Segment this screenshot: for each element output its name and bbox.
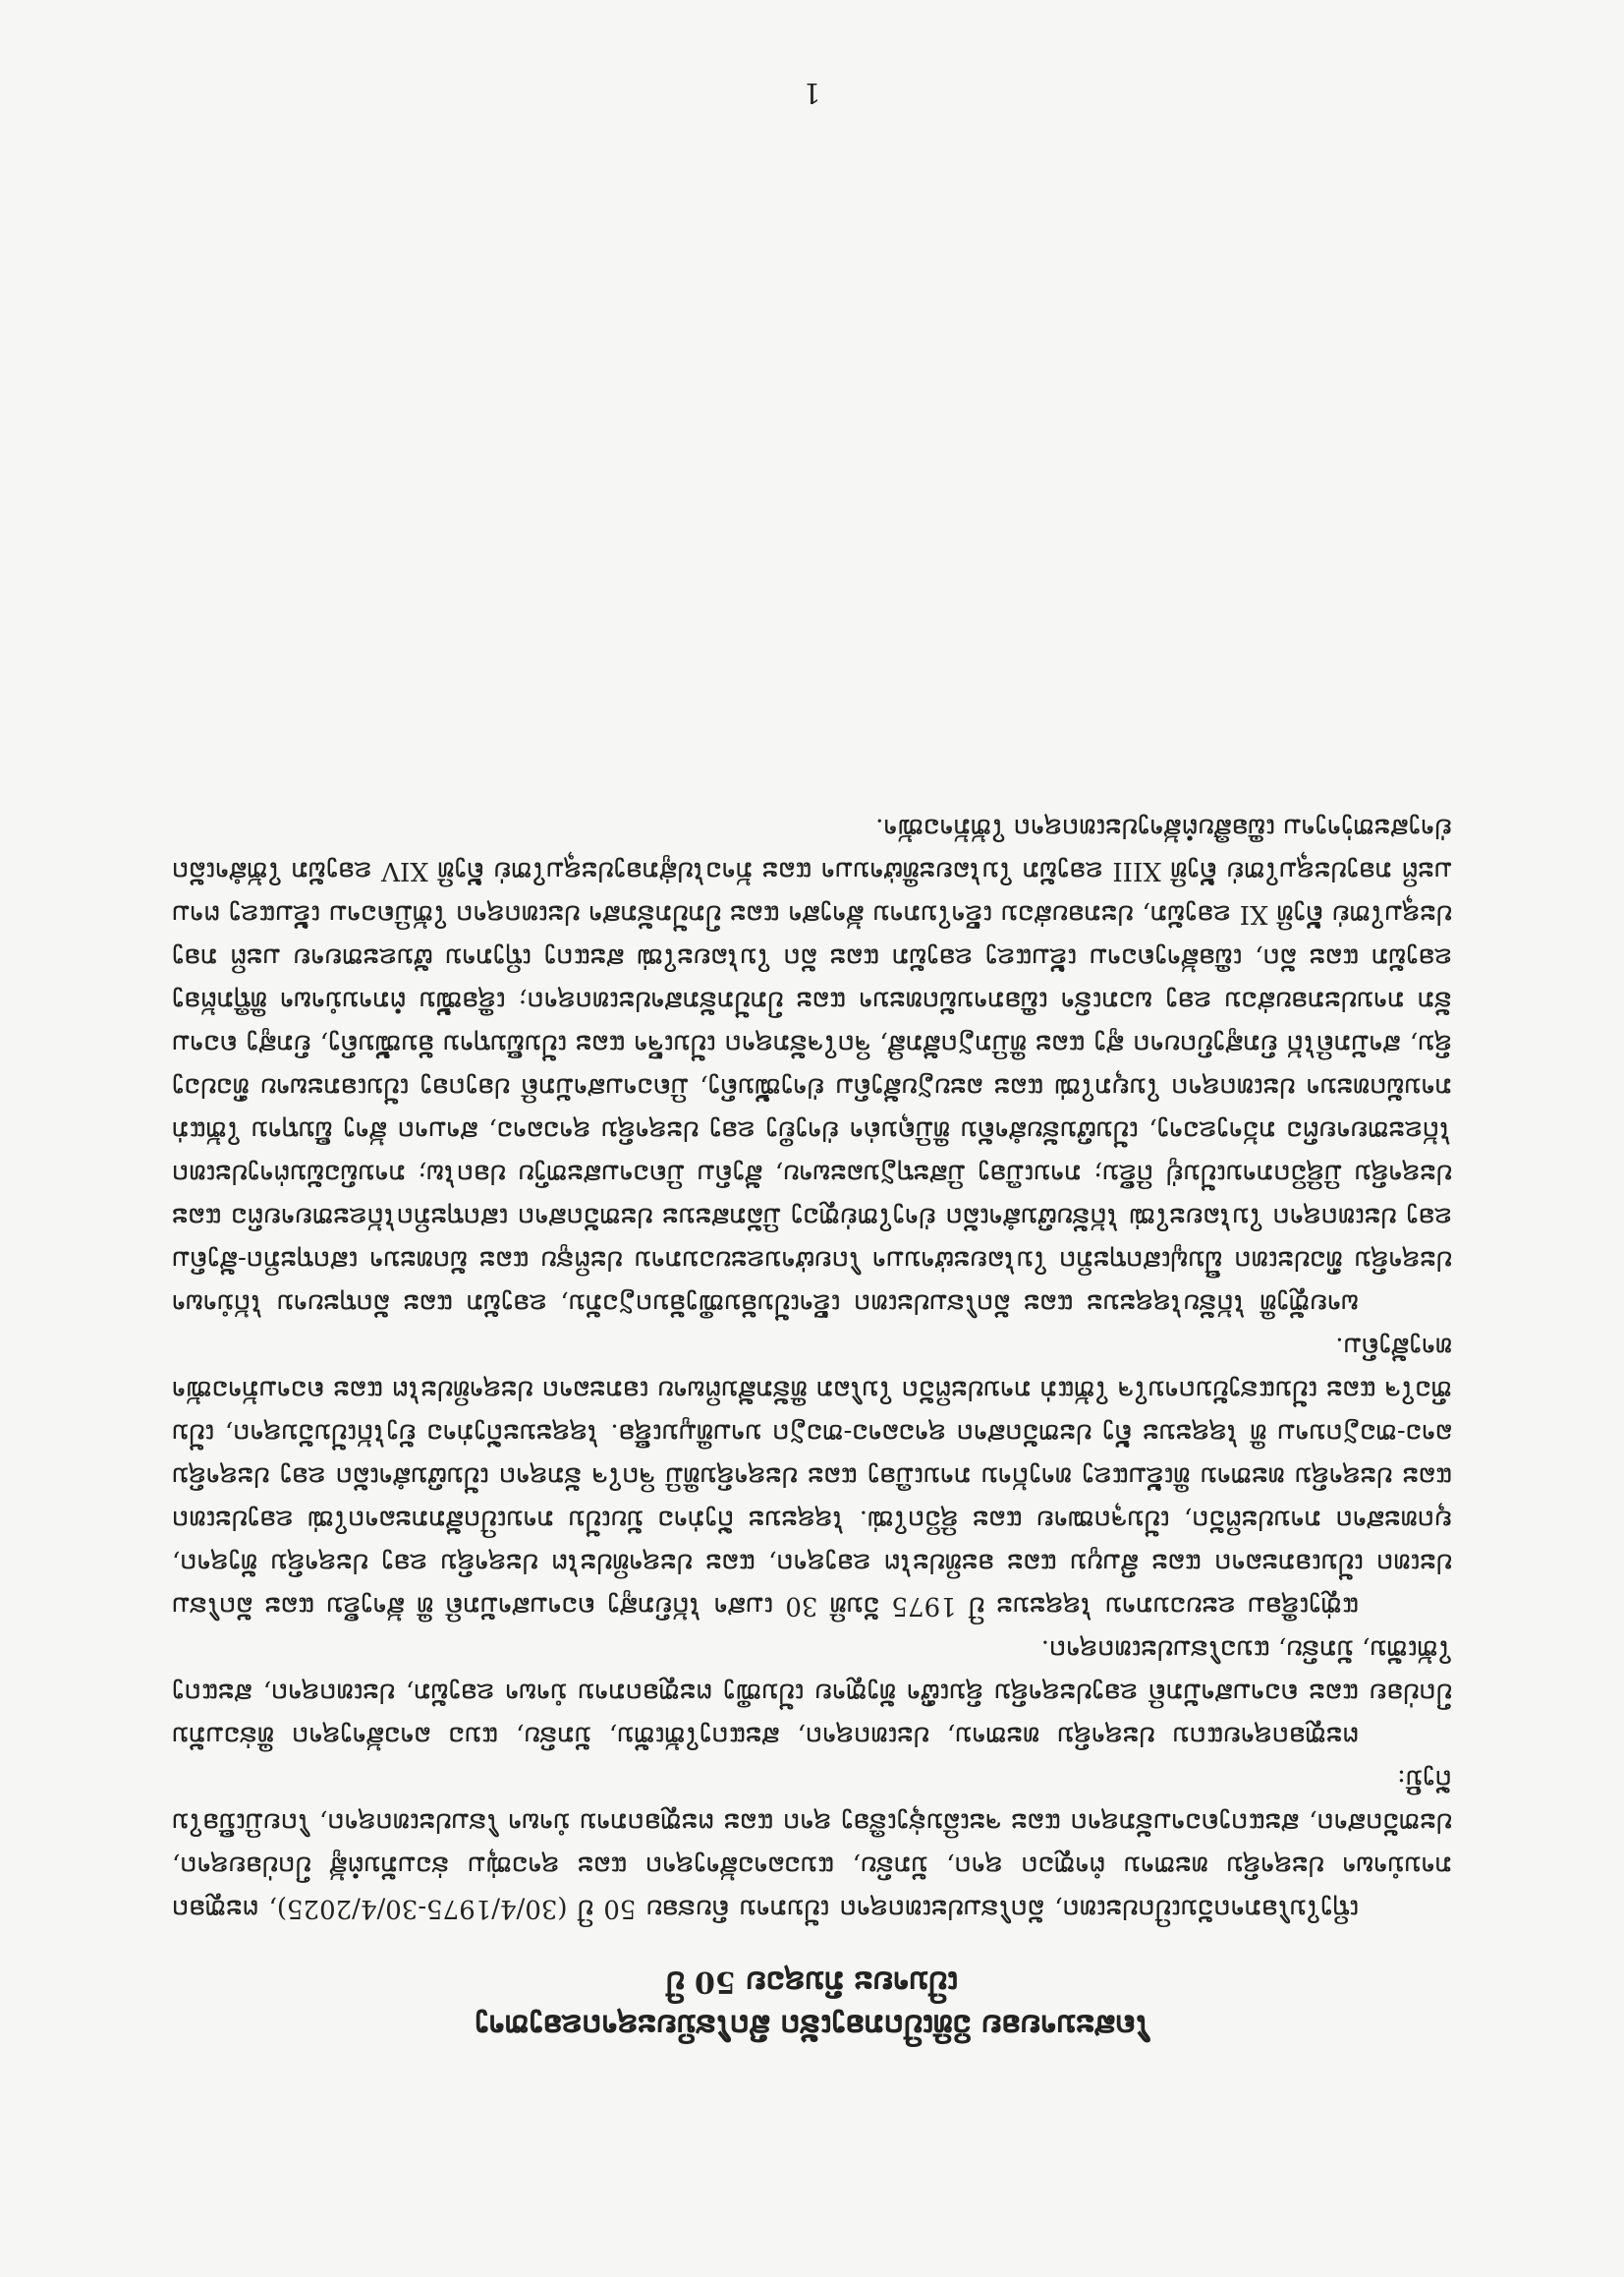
document-body	[172, 806, 1452, 1930]
paragraph: ພາຍຫຼັງທີ່ ໄດ້ຮັບໄຊຊະນະ ແລະ ລັດໂຮມປະເທດ ເຂົ້າເປັນອັນໜຶ່ງອັນດຽວກັນ, ຂອງພັກ ແລະ ລັດຖະບານ ໄດ້ນຳພາ ປະຊາຊົນ ທົ່ວປະເທດ ຟື້ນຟູເສດຖະກິດ ໃນໄລຍະຜ່ານມາ ໂດຍຜ່ານຂະບວນການ ປະຕິຮູບ ແລະ ພັດທະນາ ເສດຖະກິດ-ສັງຄົມ ຂອງ ປະເທດຊາດ ໃນໄລຍະໃໝ່ ໄດ້ຮັບຜົນສຳເລັດ ຢ່າງໃຫຍ່ຫຼວງ ມີລັກສະນະ ປະຫວັດສາດ ເສດຖະກິດໄດ້ຂະຫຍາຍຕົວ ແລະ ປະຊາຊົນ ມີຊີວິດການເປັນຢູ່ ດີຂຶ້ນ; ການເມືອງ ມີສະຖຽນລະພາບ, ສັງຄົມ ມີຄວາມສະຫງົບ ປອດໄພ; ການພົວພັນຕ່າງປະເທດ ໄດ້ຂະຫຍາຍຕົວ ກວ້າງຂວາງ, ເປັນຜົນຮັບສຳຄັນ ທີ່ມີຄຸນຄ່າ ຢ່າງຍິ່ງ ຂອງ ປະຊາຊົນ ຊາວລາວ, ສາມາດ ສ້າງ ພື້ນຖານ ໃຫ້ແກ່ ການພັດທະນາ ປະເທດຊາດ ໃນຍຸກໃໝ່ ແລະ ລະບຽບສັງຄົມ ຢ່າງໝັ້ນຄົງ, ມີຄວາມສາມັກຄີ ປອງດອງ ເປັນເອກະພາບ ທົ່ວປວງຊົນ, ສາມັກຄີໄດ້ ຍົກສູງບົດບາດ ສູງ ແລະ ທີ່ມີກຽດສັກສີ, ຈິດໃຈຮັກຊາດ ເປັນເຈົ້າ ແລະ ເປັນພື້ນຖານ ອັນໝັ້ນຄົງ, ຍົກສູງ ຄວາມຮັກ ການປະກອບສ່ວນ ຂອງ ພວກເຮົາ ເພື່ອການພັດທະນາ ແລະ ປົກປັກຮັກສາປະເທດຊາດ; ເຊື່ອໝັ້ນ ຕໍ່ການນຳພາ ທີ່ຖືກຕ້ອງ ຂອງພັກ ແລະ ລັດ, ເພື່ອສ້າງຄວາມ ເຂັ້ມແຂງ ຂອງພັກ ແລະ ລັດ ໃນໄລຍະໃໝ່ ສະແດງ ເຖິງການ ຜັນຂະຫຍາຍ ມະຕິ ກອງປະຊຸມໃຫຍ່ ຄັ້ງທີ XI ຂອງພັກ, ປະກອບສ່ວນ ເຂົ້າໃນການ ສ້າງສາ ແລະ ປົກປັກຮັກສາ ປະເທດຊາດ ໃຫ້ມີຄວາມ ເຂັ້ມແຂງ ຕາມມະຕິ ກອງປະຊຸມໃຫຍ່ ຄັ້ງທີ XIII ຂອງພັກ ໃນໄລຍະທີ່ຜ່ານມາ ແລະ ກ້າວໄປສູ່ກອງປະຊຸມໃຫຍ່ ຄັ້ງທີ XIV ຂອງພັກ ໃຫ້ສຳເລັດຢ່າງສະຫງ່າງາມ ເພື່ອສືບຕໍ່ສ້າງປະເທດຊາດ ໃຫ້ກ້າວໜ້າ.	[172, 813, 1452, 1318]
paragraph: ແຫຼ່ງເຊື່ອມ ຂະບວນການ ໄຊຊະນະ ປີ 1975 ວັນທີ 30 ເມສາ ໄດ້ຍົກສູງ ຄວາມສາມັກຄີ ທີ່ ສ້າງຂຶ້ນ ແລະ ລັດໂຮມປະເທດ ເປັນເອກະລາດ ແລະ ສົມບູນ ແລະ ອະທິປະໄຕ ຂອງຊາດ, ແລະ ປະຊາທິປະໄຕ ປະຊາຊົນ ຂອງ ປະຊາຊົນ ທັງຊາດ, ຍຸດທະສາດ ການປະຕິວັດ, ເປັນຈຸດໝາຍ ແລະ ຊີວິດໃໝ່. ໄຊຊະນະ ດັ່ງກ່າວ ນັບເປັນ ການເປີດສັກກະລາດໃໝ່ ຂອງປະເທດ ແລະ ປະຊາຊົນ ທະຫານ ທີ່ເຂັ້ມແຂງ ທາງດ້ານ ການເມືອງ ແລະ ປະຊາຊົນທີ່ມີ ຈິດໃຈ ຮັກຊາດ ເປັນຜົນສຳເລັດ ຂອງ ປະຊາຊົນ ລາວ-ຫວຽດນາມ ທີ່ ໄຊຊະນະ ຄັ້ງ ປະຫວັດສາດ ຊາວລາວ-ຫວຽດ ນາມທີ່ມູນເຊື້ອ. ໄຊຊະນະດັ່ງກ່າວ ຍັງໄດ້ເປັນວັນຊາດ, ເປັນຫົວໃຈ ແລະ ເປັນແຮງບັນດານໃຈ ໃຫ້ແກ່ ການປະຕິວັດ ໃນໂລກ ທີ່ຮັກສັນຕິພາບ ເອກະລາດ ປະຊາທິປະໄຕ ແລະ ຄວາມກ້າວໜ້າທາງສັງຄົມ.	[172, 1332, 1452, 1621]
document-title	[172, 1960, 1452, 2046]
title-line-2: ເປີນາຍະ ກົນຊວຍ 50 ປີ	[665, 1964, 959, 1999]
paragraph: ເຖິງໃນໂອກາດວັນເປີດປະເທດ, ລັດໂຮມປະເທດຊາດ ເປັນການ ຄົບຮອບ 50 ປີ (30/4/1975-30/4/2025), ຕະຫຼອດການນຳພາ ປະຊາຊົນ ທະຫານ ຕຳຫຼວດ ຊາດ, ນັກຮົບ, ແນວລາວສ້າງຊາດ ແລະ ຊາວໜຸ່ມ ຮ່ວມກັນຕໍ່ສູ້ ປົດປ່ອຍຊາດ, ປະຫວັດສາດ, ສະແດງຄວາມຮັກຊາດ ແລະ ຈະເລີນຮຸ່ງເຮືອງ ຊາດ ແລະ ຕະຫຼອດການ ນຳພາ ໂຮມປະເທດຊາດ, ໂດຍມີເນື້ອໃນດັ່ງນີ້:	[172, 1764, 1452, 1923]
paragraph: ຕະຫຼອດຊາຍແດນ ປະຊາຊົນ ທະຫານ, ປະເທດຊາດ, ສະແດງໃຫ້ເຫັນ, ນັກຮົບ, ແນວ ລາວສ້າງຊາດ ທີ່ຮ່ວມກັນປົດປ່ອຍ ແລະ ຄວາມສາມັກຄີ ຂອງປະຊາຊົນ ຊົນເຜົ່າ ທັງຫຼາຍ ເປັນໜຶ່ງ ຕະຫຼອດການ ນຳພາ ຂອງພັກ, ປະເທດຊາດ, ສະແດງໃຫ້ເຫັນ, ນັກຮົບ, ແນວໂຮມປະເທດຊາດ.	[172, 1634, 1452, 1750]
page-number: 1	[803, 77, 821, 109]
title-line-1: ໂຄສະນາຍອຍ ວິທີເປີດກອງເຮັດ ສົດໂຮນິຍະຊາດຂອງຫາງ	[475, 2008, 1149, 2042]
